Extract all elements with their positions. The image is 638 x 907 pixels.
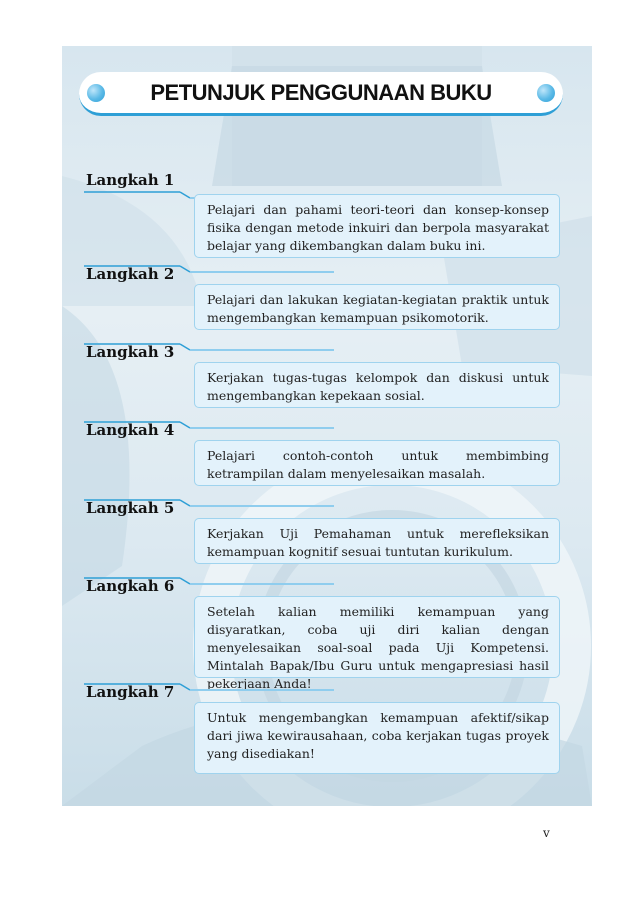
step-label-6: Langkah 6 bbox=[86, 577, 175, 595]
step-label-2: Langkah 2 bbox=[86, 265, 175, 283]
step-instruction-3: Kerjakan tugas-tugas kelompok dan diskusi untuk mengembangkan kepekaan sosial. bbox=[194, 362, 560, 408]
step-label-5: Langkah 5 bbox=[86, 499, 175, 517]
page-number: v bbox=[543, 826, 550, 840]
step-label-3: Langkah 3 bbox=[86, 343, 175, 361]
step-connector-line bbox=[84, 264, 334, 274]
step-label-1: Langkah 1 bbox=[86, 171, 175, 189]
page-title: PETUNJUK PENGGUNAAN BUKU bbox=[150, 79, 492, 105]
step-instruction-4: Pelajari contoh-contoh untuk membimbing ketrampilan dalam menyelesaikan masalah. bbox=[194, 440, 560, 486]
step-connector-line bbox=[84, 576, 334, 586]
step-instruction-7: Untuk mengembangkan kemampuan afektif/sikap dari jiwa kewirausahaan, coba kerjakan tugas proyek yang disediakan! bbox=[194, 702, 560, 774]
step-instruction-6: Setelah kalian memiliki kemampuan yang disyaratkan, coba uji diri kalian dengan menyelesaikan soal-soal pada Uji Kompetensi. Mintalah Bapak/Ibu Guru untuk mengapresiasi hasil pekerjaan Anda! bbox=[194, 596, 560, 678]
step-connector-line bbox=[84, 420, 334, 430]
bullet-icon bbox=[537, 84, 555, 102]
step-label-7: Langkah 7 bbox=[86, 683, 175, 701]
step-connector-line bbox=[84, 342, 334, 352]
step-connector-line bbox=[84, 682, 334, 692]
step-instruction-1: Pelajari dan pahami teori-teori dan konsep-konsep fisika dengan metode inkuiri dan berpola masyarakat belajar yang dikembangkan dalam buku ini. bbox=[194, 194, 560, 258]
step-instruction-2: Pelajari dan lakukan kegiatan-kegiatan praktik untuk mengembangkan kemampuan psikomotorik. bbox=[194, 284, 560, 330]
step-connector-line bbox=[84, 498, 334, 508]
bullet-icon bbox=[87, 84, 105, 102]
title-bar bbox=[79, 72, 563, 116]
step-instruction-5: Kerjakan Uji Pemahaman untuk merefleksikan kemampuan kognitif sesuai tuntutan kurikulum. bbox=[194, 518, 560, 564]
step-label-4: Langkah 4 bbox=[86, 421, 175, 439]
